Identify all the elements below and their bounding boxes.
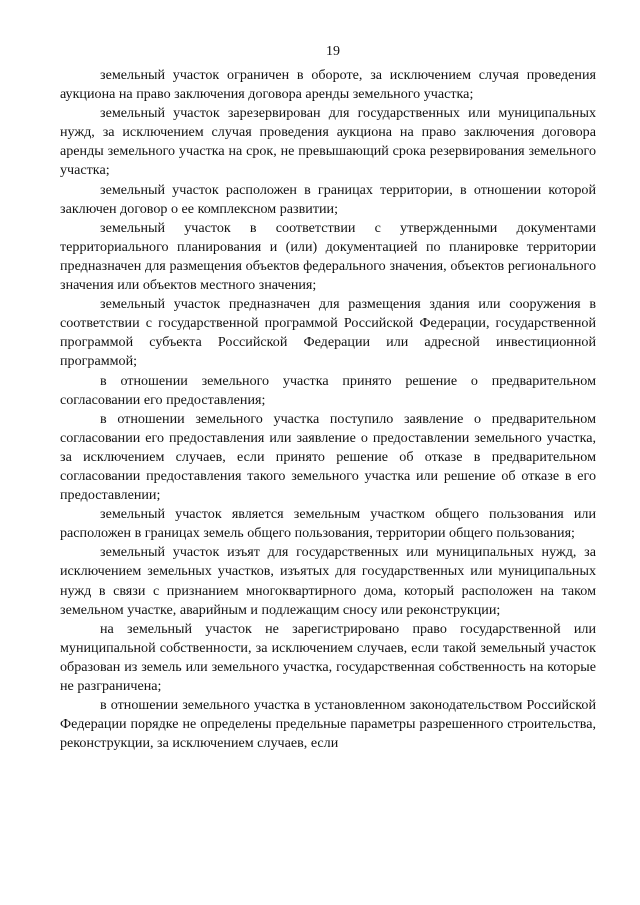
page-number: 19	[326, 44, 340, 59]
document-page	[60, 42, 596, 892]
paragraph: земельный участок расположен в границах территории, в отношении которой заключен договор о ее комплексном развитии;	[60, 181, 596, 217]
paragraph: земельный участок зарезервирован для государственных или муниципальных нужд, за исключением случая проведения аукциона на право заключения договора аренды земельного участка на срок, не превышающий срока резервирования земельного участка;	[60, 105, 596, 179]
paragraph: земельный участок предназначен для размещения здания или сооружения в соответствии с государственной программой Российской Федерации, государственной программой субъекта Российской Федерации или адресной инвестиционной программой;	[60, 296, 596, 370]
paragraph: земельный участок в соответствии с утвержденными документами территориального планирования и (или) документацией по планировке территории предназначен для размещения объектов федерального значения, объектов регионального значения или объектов местного значения;	[60, 219, 596, 294]
paragraph: в отношении земельного участка в установленном законодательством Российской Федерации порядке не определены предельные параметры разрешенного строительства, реконструкции, за исключением случаев, если	[60, 697, 596, 752]
paragraph: земельный участок ограничен в обороте, за исключением случая проведения аукциона на право заключения договора аренды земельного участка;	[60, 67, 596, 103]
paragraph: в отношении земельного участка поступило заявление о предварительном согласовании его предоставления или заявление о предоставлении земельного участка, за исключением случаев, если принято решение об отказе в предварительном согласовании предоставления такого земельного участка или решение об отказе в его предоставлении;	[60, 410, 596, 504]
paragraph: земельный участок является земельным участком общего пользования или расположен в границах земель общего пользования, территории общего пользования;	[60, 506, 596, 542]
paragraph: в отношении земельного участка принято решение о предварительном согласовании его предоставления;	[60, 372, 596, 408]
document-body	[60, 66, 596, 753]
paragraph: на земельный участок не зарегистрировано право государственной или муниципальной собственности, за исключением случаев, если такой земельный участок образован из земель или земельного участка, государственная собственность на которые не разграничена;	[60, 620, 596, 694]
paragraph: земельный участок изъят для государственных или муниципальных нужд, за исключением земельных участков, изъятых для государственных или муниципальных нужд в связи с признанием многоквартирного дома, который расположен на таком земельном участке, аварийным и подлежащим сносу или реконструкции;	[60, 544, 596, 618]
